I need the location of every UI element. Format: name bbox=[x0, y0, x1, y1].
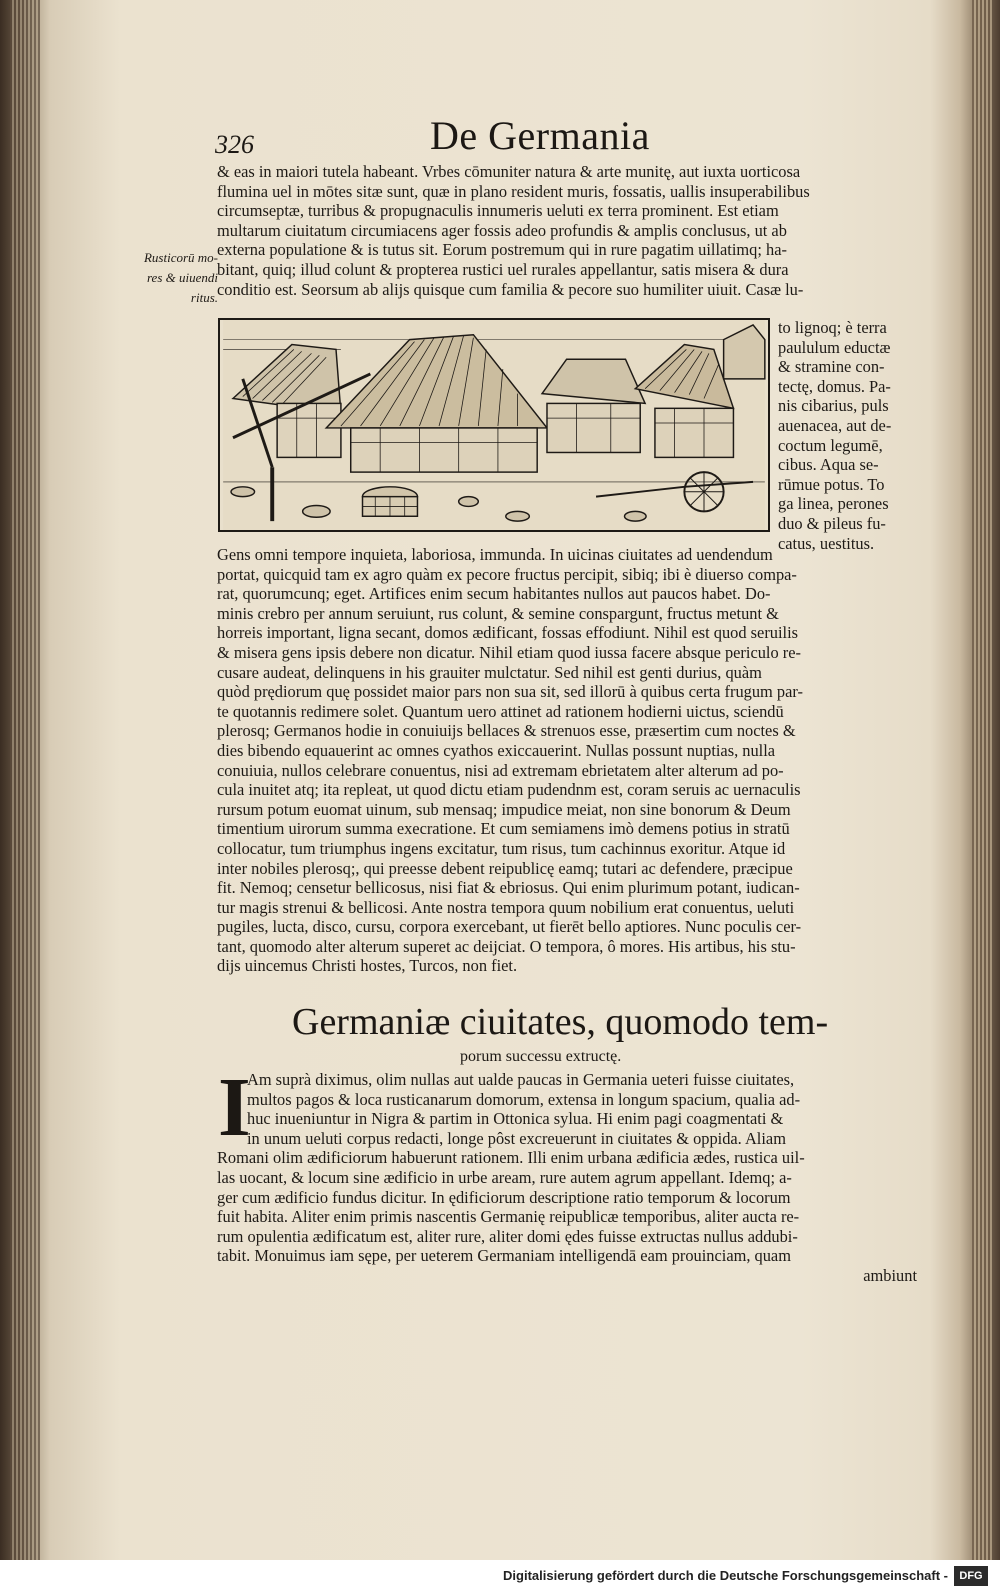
text-line: coctum legumē, bbox=[778, 435, 883, 455]
text-line: circumseptæ, turribus & propugnaculis innumeris ueluti ex terra prominent. Est etiam bbox=[217, 201, 779, 221]
drop-cap: I bbox=[218, 1061, 251, 1154]
text-line: flumina uel in mōtes sitæ sunt, quæ in plano resident muris, fossatis, uallis insuperabilibus bbox=[217, 181, 810, 201]
text-line: rum opulentia ædificatum est, aliter rure, aliter domi ędes fuisse extructas nullus addubi- bbox=[217, 1226, 798, 1246]
text-line: dies bibendo equauerint ac omnes cyathos exiccauerint. Nullas possunt nuptias, nulla bbox=[217, 740, 776, 760]
text-block-top bbox=[217, 162, 937, 299]
text-line: Gens omni tempore inquieta, laboriosa, immunda. In uicinas ciuitates ad uendendum bbox=[217, 545, 773, 564]
text-line: rat, quorumcunq; eget. Artifices enim secum habitantes nullos aut paucos habet. Do- bbox=[217, 584, 771, 604]
text-line: ger cum ædificio fundus dicitur. In ędificiorum descriptione ratio temporum & locorum bbox=[217, 1187, 791, 1207]
text-line: fit. Nemoq; censetur bellicosus, nisi fiat & ebriosus. Qui enim plurimum potant, iudican- bbox=[217, 878, 800, 898]
text-block-middle bbox=[217, 545, 937, 976]
catchword: ambiunt bbox=[863, 1265, 917, 1285]
text-line: & stramine con- bbox=[778, 357, 885, 377]
text-line: dijs uincemus Christi hostes, Turcos, non fiet. bbox=[217, 956, 518, 976]
text-line: cusare audeat, delinquens in his grauiter mulctatur. Sed nihil est genti durius, quàm bbox=[217, 662, 762, 682]
text-line: catus, uestitus. bbox=[778, 533, 875, 553]
text-line: multarum ciuitatum circumiacens ager fossis adeo profundis & amplis conclusus, ut ab bbox=[217, 220, 787, 240]
text-line: multos pagos & loca rusticanarum domorum, extensa in longum spacium, qualia ad- bbox=[247, 1089, 801, 1109]
text-line: ga linea, perones bbox=[778, 494, 889, 514]
text-block-side bbox=[778, 318, 938, 553]
text-line: collocatur, tum triumphus ingens excitatur, tum risus, tum cachinnus exoritur. Atque id bbox=[217, 838, 786, 858]
text-line: horreis important, ligna secant, domos ædificant, fossas effodiunt. Nihil est quod seruilis bbox=[217, 623, 799, 643]
page-number: 326 bbox=[215, 130, 254, 159]
page-edges-left bbox=[10, 0, 40, 1560]
text-line: Am suprà diximus, olim nullas aut ualde paucas in Germania ueteri fuisse ciuitates, bbox=[247, 1070, 795, 1089]
text-line: portat, quicquid tam ex agro quàm ex pecore fructus percipit, sibiq; ibi è diuerso compa- bbox=[217, 564, 797, 584]
text-line: in unum ueluti corpus redacti, longe pôst excreuerunt in ciuitates & oppida. Aliam bbox=[247, 1128, 786, 1148]
text-line: tectę, domus. Pa- bbox=[778, 376, 891, 396]
text-line: pugiles, lucta, disco, cursu, corpora exercebant, ut fierēt bello aptiores. Nunc poculis cer- bbox=[217, 917, 802, 937]
text-line: cibus. Aqua se- bbox=[778, 455, 879, 475]
text-line: quòd prędiorum quę possidet maior pars non sua sit, sed illorū à quibus certa frugum par- bbox=[217, 682, 803, 702]
text-line: rursum potum euomat uinum, sub mensaq; impudice meiat, non sine bonorum & Deum bbox=[217, 799, 791, 819]
text-line: paululum eductæ bbox=[778, 337, 891, 357]
page-edges-right bbox=[972, 0, 992, 1560]
text-line: bitant, quiq; illud colunt & propterea rustici uel rurales appellantur, satis misera & dura bbox=[217, 259, 789, 279]
page-header bbox=[215, 112, 935, 162]
village-woodcut-image bbox=[220, 320, 768, 530]
dfg-logo-icon: DFG bbox=[954, 1566, 988, 1586]
text-line: huc inueniuntur in Nigra & partim in Ottonica sylua. Hi enim pagi coagmentati & bbox=[247, 1109, 784, 1129]
text-line: conuiuia, nullos celebrare conuentus, nisi ad extremam ebrietatem alter alterum ad po- bbox=[217, 760, 784, 780]
margin-note-line: ritus. bbox=[190, 290, 218, 305]
text-line: externa populatione & is tutus sit. Eorum postremum qui in rure pagatim uillatimq; ha- bbox=[217, 240, 787, 260]
woodcut-illustration bbox=[218, 318, 770, 532]
text-line: las uocant, & locum sine ædificio in urbe aream, rure autem agrum appellant. Idemq; a- bbox=[217, 1167, 792, 1187]
section-heading: Germaniæ ciuitates, quomodo tem- bbox=[292, 1001, 829, 1043]
text-line: minis crebro per annum seruiunt, rus colunt, & semine conspargunt, fructus metunt & bbox=[217, 603, 779, 623]
text-line: & eas in maiori tutela habeant. Vrbes cōmuniter natura & arte munitę, aut iuxta uorticosa bbox=[217, 162, 801, 181]
text-line: tant, quomodo alter alterum superet ac deijciat. O tempora, ô mores. His artibus, his stu- bbox=[217, 936, 796, 956]
margin-note bbox=[120, 248, 218, 308]
text-line: fuit habita. Aliter enim primis nascentis Germanię reipublicæ temporibus, aliter aucta re- bbox=[217, 1207, 800, 1227]
text-line: te quotannis redimere solet. Quantum uero attinet ad rationem hodierni uictus, sciendū bbox=[217, 701, 784, 721]
text-line: tur magis strenui & bellicosi. Ante nostra tempora quum nobilium erat conuentus, ueluti bbox=[217, 897, 795, 917]
text-block-bottom bbox=[217, 1061, 937, 1286]
footer-credit: Digitalisierung gefördert durch die Deutsche Forschungsgemeinschaft - bbox=[503, 1568, 948, 1583]
text-line: timentium uirorum summa execratione. Et cum semiamens imò demens potius in stratū bbox=[217, 819, 790, 839]
footer-bar bbox=[0, 1560, 1000, 1595]
section-subheading: porum successu extructę. bbox=[460, 1048, 622, 1065]
margin-note-line: res & uiuendi bbox=[146, 270, 218, 285]
text-line: conditio est. Seorsum ab alijs quisque cum familia & pecore suo humiliter uiuit. Casæ lu- bbox=[217, 279, 804, 299]
margin-note-line: Rusticorū mo- bbox=[143, 250, 218, 265]
text-line: & misera gens ipsis debere non dicatur. Nihil etiam quod iussa facere absque periculo re- bbox=[217, 642, 801, 662]
text-line: tabit. Monuimus iam sępe, per ueterem Germaniam intelligendā eam prouinciam, quam bbox=[217, 1246, 791, 1266]
text-line: nis cibarius, puls bbox=[778, 396, 889, 416]
text-line: cula inuitet atq; ita repleat, ut quod dictu etiam pudendnm est, coram seruis ac uernaculis bbox=[217, 780, 801, 800]
text-line: to lignoq; è terra bbox=[778, 318, 887, 337]
running-title: De Germania bbox=[430, 113, 650, 158]
text-line: auenacea, aut de- bbox=[778, 415, 892, 435]
text-line: plerosq; Germanos hodie in conuiuijs bellaces & strenuos esse, præsertim cum noctes & bbox=[217, 721, 796, 741]
text-line: Romani olim ædificiorum habuerunt rationem. Illi enim urbana ædificia ædes, rustica uil- bbox=[217, 1148, 805, 1168]
text-line: rūmue potus. To bbox=[778, 474, 885, 494]
text-line: inter nobiles plerosq;, qui preesse debent reipublicę eamq; tutari ac defendere, præcipue bbox=[217, 858, 793, 878]
text-line: duo & pileus fu- bbox=[778, 513, 886, 533]
